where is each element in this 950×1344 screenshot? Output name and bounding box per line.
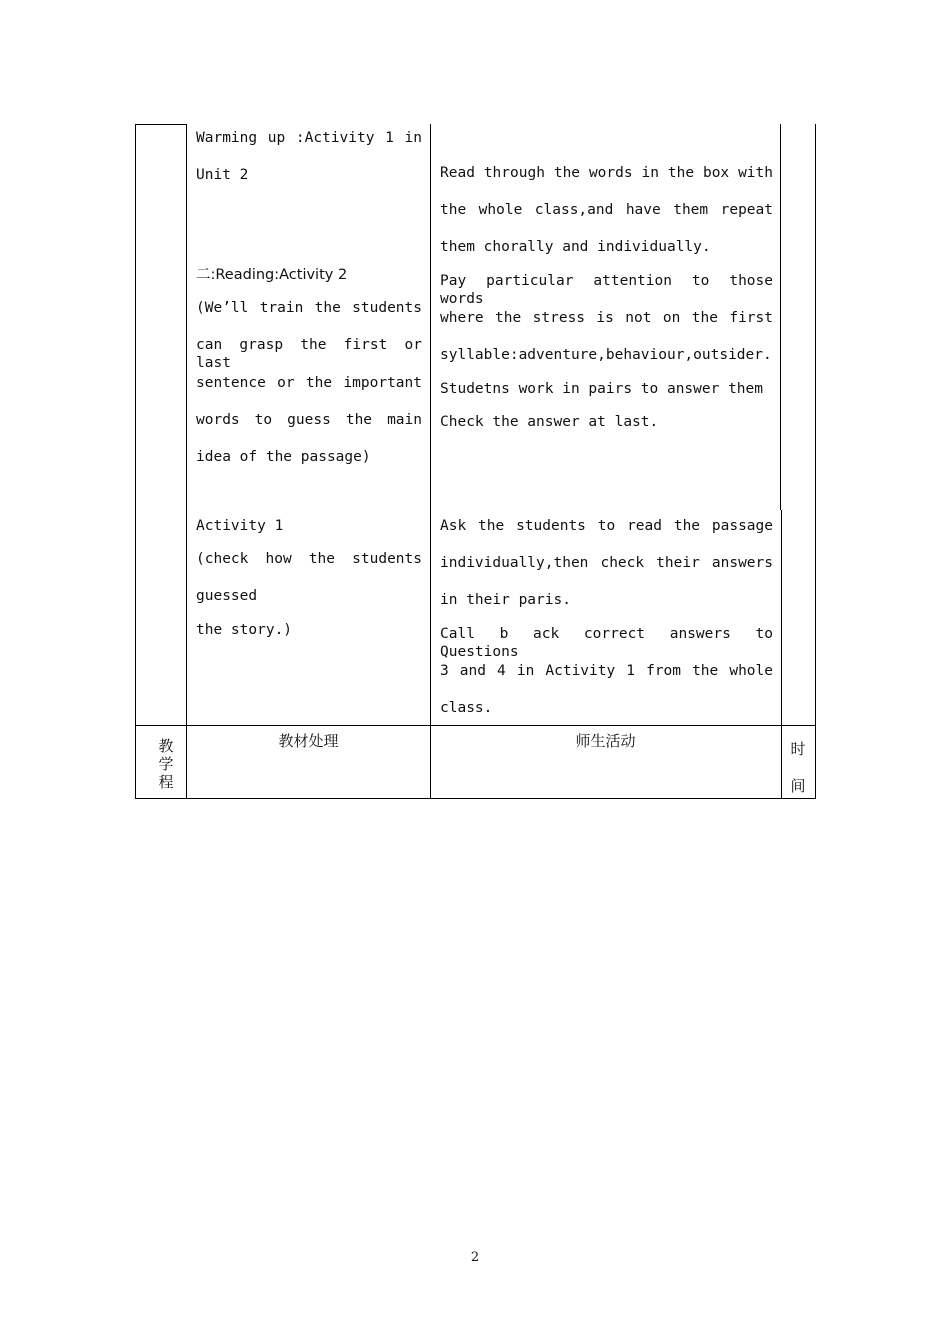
activity1-title: Activity 1 (196, 518, 284, 534)
para2-line-1: Pay particular attention to those words (440, 273, 773, 307)
reading-note-line-5: idea of the passage) (196, 449, 371, 465)
warmup-line-1: Warming up :Activity 1 in (196, 130, 422, 146)
header-material-processing: 教材处理 (278, 732, 339, 750)
column-divider-3-lower (781, 510, 782, 799)
table-left-border (135, 124, 136, 799)
para3-line: Studetns work in pairs to answer them (440, 381, 764, 397)
para5-line-2: individually,then check their answers (440, 555, 773, 571)
activity1-note-line-2: guessed (196, 588, 258, 604)
activity1-note-line-1: (check how the students (196, 551, 422, 567)
para6-line-1: Call b ack correct answers to Questions (440, 626, 773, 660)
header-teaching-process: 教学程 (158, 737, 174, 791)
warmup-line-2: Unit 2 (196, 167, 249, 183)
header-row-top-border (135, 725, 816, 726)
table-bottom-border (135, 798, 816, 799)
para2-line-2: where the stress is not on the first (440, 310, 773, 326)
reading-title: 二:Reading:Activity 2 (196, 267, 348, 283)
para1-line-1: Read through the words in the box with (440, 165, 773, 181)
reading-note-line-2: can grasp the first or last (196, 337, 422, 371)
column-divider-2 (430, 124, 431, 799)
para2-line-3: syllable:adventure,behaviour,outsider. (440, 347, 772, 363)
reading-note-line-4: words to guess the main (196, 412, 422, 428)
activity1-note-line-3: the story.) (196, 622, 293, 638)
table-top-border-col1 (135, 124, 187, 125)
reading-note-line-3: sentence or the important (196, 375, 422, 391)
reading-note-line-1: (We’ll train the students (196, 300, 422, 316)
para6-line-2: 3 and 4 in Activity 1 from the whole (440, 663, 773, 679)
page-number: 2 (470, 1250, 480, 1265)
para6-line-3: class. (440, 700, 493, 716)
column-divider-1 (186, 124, 187, 799)
column-divider-3-upper (780, 124, 781, 510)
para1-line-3: them chorally and individually. (440, 239, 711, 255)
para5-line-3: in their paris. (440, 592, 571, 608)
table-right-border (815, 124, 816, 799)
para5-line-1: Ask the students to read the passage (440, 518, 773, 534)
header-time: 时间 (790, 740, 806, 795)
para4-line: Check the answer at last. (440, 414, 659, 430)
header-teacher-student-activity: 师生活动 (575, 732, 636, 750)
para1-line-2: the whole class,and have them repeat (440, 202, 773, 218)
